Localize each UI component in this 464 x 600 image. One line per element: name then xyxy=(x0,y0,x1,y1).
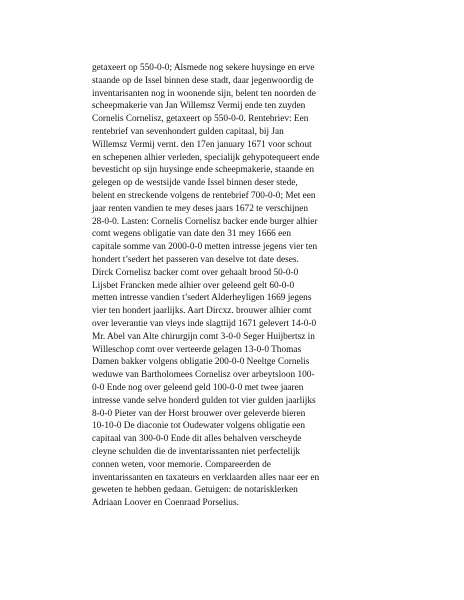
text-line: 8-0-0 Pieter van der Horst brouwer over geleverde bieren xyxy=(92,408,306,419)
text-line: hondert t’sedert het passeren van deselve tot date deses. xyxy=(92,254,299,265)
text-line: metten intresse vandien t’sedert Alderheyligen 1669 jegens xyxy=(92,293,312,304)
text-line: Willemsz Vermij vernt. den 17en january 1671 voor schout xyxy=(92,139,312,150)
text-line: Willeschop comt over verteerde gelagen 13-0-0 Thomas xyxy=(92,344,302,355)
text-line: rentebrief van sevenhondert gulden capitaal, bij Jan xyxy=(92,126,284,137)
text-line: inventarissanten en taxateurs en verklaarden alles naar eer en xyxy=(92,472,320,483)
text-line: weduwe van Bartholomees Cornelisz over arbeytsloon 100- xyxy=(92,370,315,381)
text-line: 28-0-0. Lasten: Cornelis Cornelisz backer ende burger alhier xyxy=(92,216,318,227)
text-line: Lijsbet Francken mede alhier over geleend gelt 60-0-0 xyxy=(92,280,295,291)
text-line: cleyne schulden die de inventarissanten niet perfectelijk xyxy=(92,446,301,457)
text-line: bevesticht op sijn huysinge ende scheepmakerie, staande en xyxy=(92,165,315,176)
text-line: gelegen op de westsijde vande Issel binnen deser stede, xyxy=(92,178,298,189)
text-line: capitale somme van 2000-0-0 metten intresse jegens vier ten xyxy=(92,242,318,253)
text-line: getaxeert op 550-0-0; Alsmede nog sekere huysinge en erve xyxy=(92,63,315,73)
text-line: staande op de Issel binnen dese stadt, daar jegenwoordig de xyxy=(92,75,314,86)
text-line: over leverantie van vleys inde slagttijd 1671 gelevert 14-0-0 xyxy=(92,318,317,329)
text-line: geweten te hebben gedaan. Getuigen: de notarisklerken xyxy=(92,485,298,496)
text-line: 10-10-0 De diaconie tot Oudewater volgens obligatie een xyxy=(92,421,305,432)
document-body-text xyxy=(92,62,412,510)
text-line: belent en streckende volgens de rentebrief 700-0-0; Met een xyxy=(92,190,316,201)
text-line: Damen bakker volgens obligatie 200-0-0 Neeltge Cornelis xyxy=(92,357,310,368)
text-line: inventarisanten nog in woonende sijn, belent ten noorden de xyxy=(92,88,316,99)
text-line: connen weten, voor memorie. Compareerden de xyxy=(92,459,271,470)
text-line: en schepenen alhier verleden, specialijk gehypotequeert ende xyxy=(92,152,320,163)
text-line: Dirck Cornelisz backer comt over gehaalt brood 50-0-0 xyxy=(92,267,299,278)
text-line: comt wegens obligatie van date den 31 mey 1666 een xyxy=(92,229,292,240)
text-line: intresse vande selve honderd gulden tot vier gulden jaarlijks xyxy=(92,395,316,406)
text-line: Mr. Abel van Alte chirurgijn comt 3-0-0 Seger Huijbertsz in xyxy=(92,331,315,342)
text-line: 0-0 Ende nog over geleend geld 100-0-0 met twee jaaren xyxy=(92,382,304,393)
text-line: capitaal van 300-0-0 Ende dit alles behalven verscheyde xyxy=(92,434,302,445)
text-line: vier ten hondert jaarlijks. Aart Dircxz. brouwer alhier comt xyxy=(92,306,312,317)
text-line: jaar renten vandien te mey deses jaars 1672 te verschijnen xyxy=(92,203,309,214)
text-line: scheepmakerie van Jan Willemsz Vermij ende ten zuyden xyxy=(92,101,306,112)
text-line: Cornelis Cornelisz, getaxeert op 550-0-0. Rentebriev: Een xyxy=(92,114,309,125)
text-line: Adriaan Loover en Coenraad Porselius. xyxy=(92,498,239,509)
